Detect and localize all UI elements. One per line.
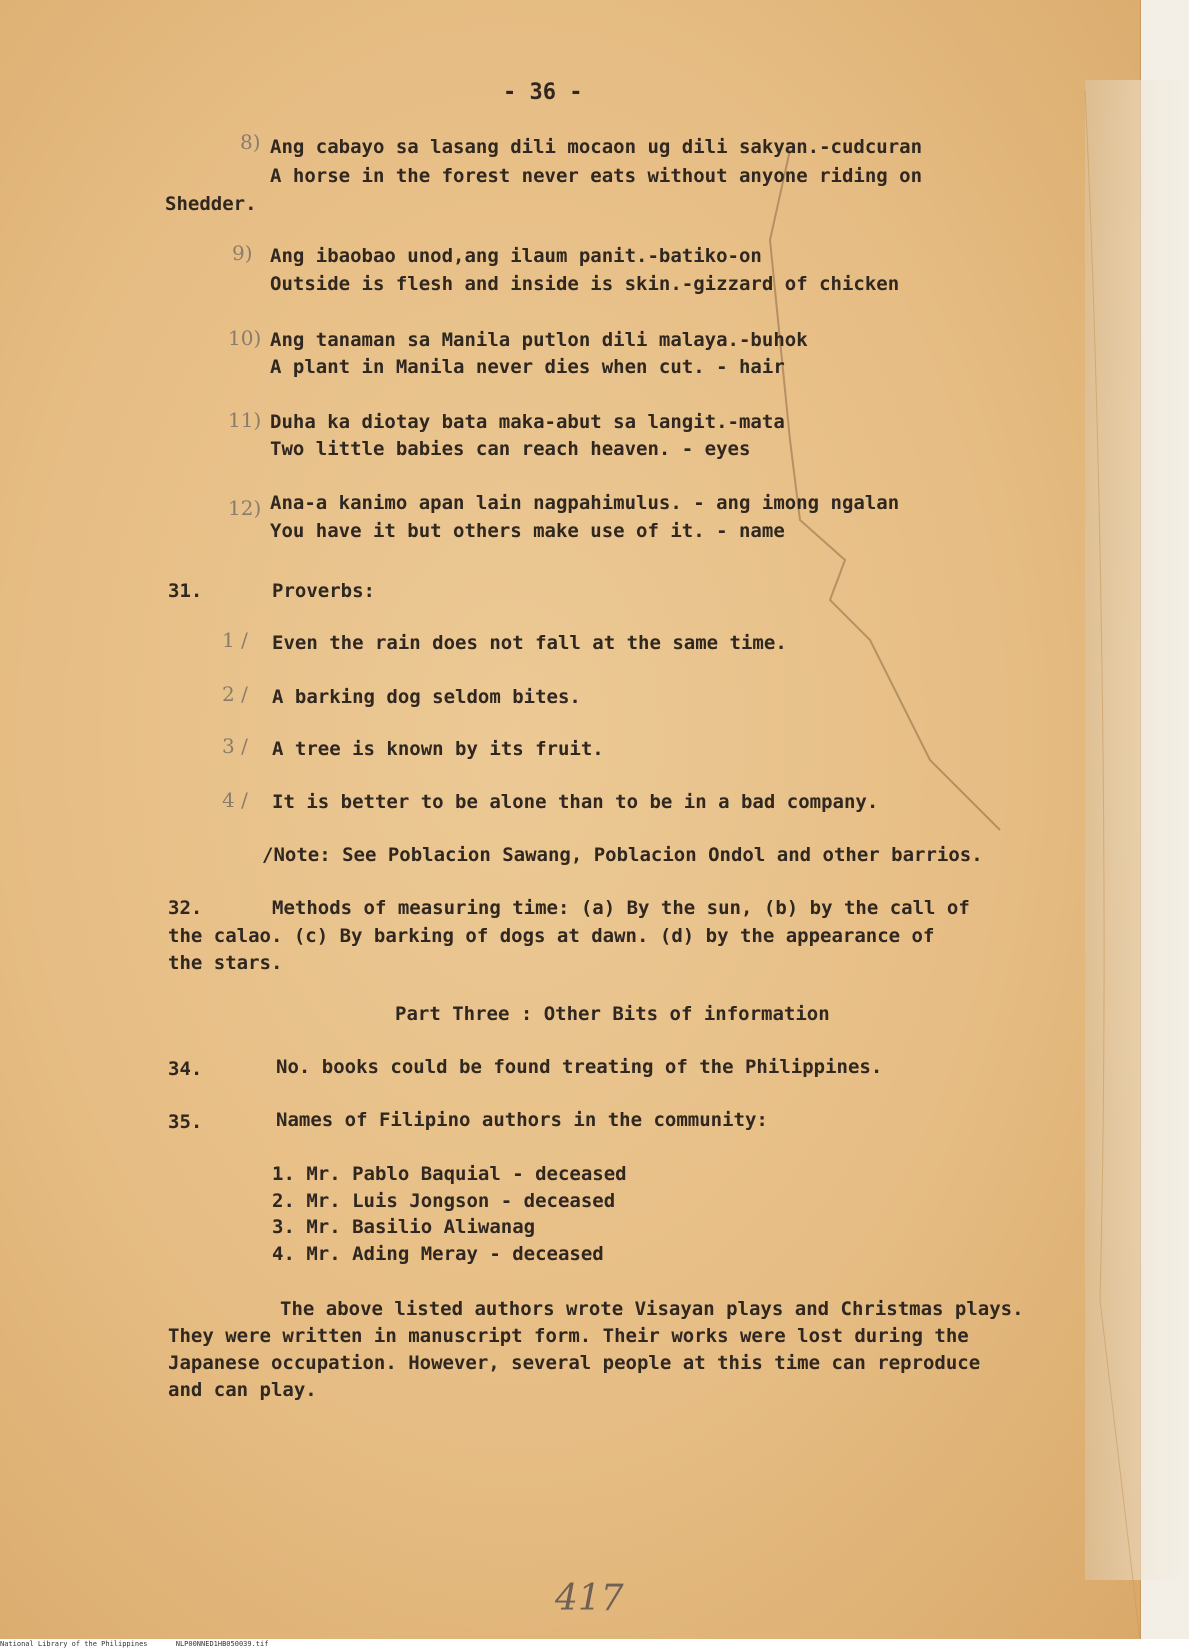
section-34-number: 34. — [168, 1058, 203, 1080]
proverb-4: It is better to be alone than to be in a bad company. — [272, 791, 879, 813]
footer-library: National Library of the Philippines — [0, 1640, 148, 1648]
riddle-12-line2: You have it but others make use of it. - name — [270, 520, 785, 542]
closing-line-2: They were written in manuscript form. Their works were lost during the — [168, 1325, 969, 1347]
proverb-3: A tree is known by its fruit. — [272, 738, 604, 760]
closing-line-1: The above listed authors wrote Visayan plays and Christmas plays. — [280, 1298, 1024, 1320]
proverb-2: A barking dog seldom bites. — [272, 686, 581, 708]
riddle-9-line2: Outside is flesh and inside is skin.-gizzard of chicken — [270, 273, 900, 295]
proverb-1-mark: 1 / — [222, 628, 248, 652]
riddle-8-mark: 8) — [240, 130, 261, 154]
section-32-line1: Methods of measuring time: (a) By the sun, (b) by the call of — [272, 897, 970, 919]
proverb-1: Even the rain does not fall at the same time. — [272, 632, 787, 654]
riddle-11-mark: 11) — [228, 408, 262, 432]
section-34-text: No. books could be found treating of the Philippines. — [276, 1056, 883, 1078]
riddle-10-mark: 10) — [228, 326, 262, 350]
riddle-11-line2: Two little babies can reach heaven. - eyes — [270, 438, 751, 460]
proverb-3-mark: 3 / — [222, 734, 248, 758]
section-35-text: Names of Filipino authors in the community: — [276, 1109, 768, 1131]
riddle-10-line1: Ang tanaman sa Manila putlon dili malaya.-buhok — [270, 329, 808, 351]
riddle-12-mark: 12) — [228, 496, 262, 520]
proverb-4-mark: 4 / — [222, 788, 248, 812]
riddle-8-line3: Shedder. — [165, 193, 257, 215]
section-31-heading: Proverbs: — [272, 580, 375, 602]
section-32-line3: the stars. — [168, 952, 283, 974]
proverb-2-mark: 2 / — [222, 682, 248, 706]
section-32-line2: the calao. (c) By barking of dogs at dawn. (d) by the appearance of — [168, 925, 935, 947]
section-32-number: 32. — [168, 897, 203, 919]
riddle-10-line2: A plant in Manila never dies when cut. - hair — [270, 356, 785, 378]
scan-footer — [0, 1639, 1189, 1650]
page-number: - 36 - — [503, 80, 583, 105]
riddle-9-mark: 9) — [232, 241, 253, 265]
author-2: 2. Mr. Luis Jongson - deceased — [272, 1190, 616, 1212]
proverbs-note: /Note: See Poblacion Sawang, Poblacion Ondol and other barrios. — [262, 844, 983, 866]
riddle-11-line1: Duha ka diotay bata maka-abut sa langit.-mata — [270, 411, 785, 433]
riddle-9-line1: Ang ibaobao unod,ang ilaum panit.-batiko-on — [270, 245, 762, 267]
section-35-number: 35. — [168, 1111, 203, 1133]
handwritten-folio-number: 417 — [555, 1578, 624, 1619]
closing-line-4: and can play. — [168, 1379, 317, 1401]
riddle-8-line2: A horse in the forest never eats without anyone riding on — [270, 165, 923, 187]
section-31-number: 31. — [168, 580, 203, 602]
paper-edge — [1085, 80, 1185, 1580]
riddle-8-line1: Ang cabayo sa lasang dili mocaon ug dili sakyan.-cudcuran — [270, 136, 923, 158]
riddle-12-line1: Ana-a kanimo apan lain nagpahimulus. - ang imong ngalan — [270, 492, 900, 514]
author-1: 1. Mr. Pablo Baquial - deceased — [272, 1163, 627, 1185]
author-3: 3. Mr. Basilio Aliwanag — [272, 1216, 536, 1238]
author-4: 4. Mr. Ading Meray - deceased — [272, 1243, 604, 1265]
part-three-heading: Part Three : Other Bits of information — [395, 1003, 830, 1025]
closing-line-3: Japanese occupation. However, several people at this time can reproduce — [168, 1352, 981, 1374]
footer-file-id: NLP00NNED1HB050039.tif — [175, 1640, 269, 1648]
